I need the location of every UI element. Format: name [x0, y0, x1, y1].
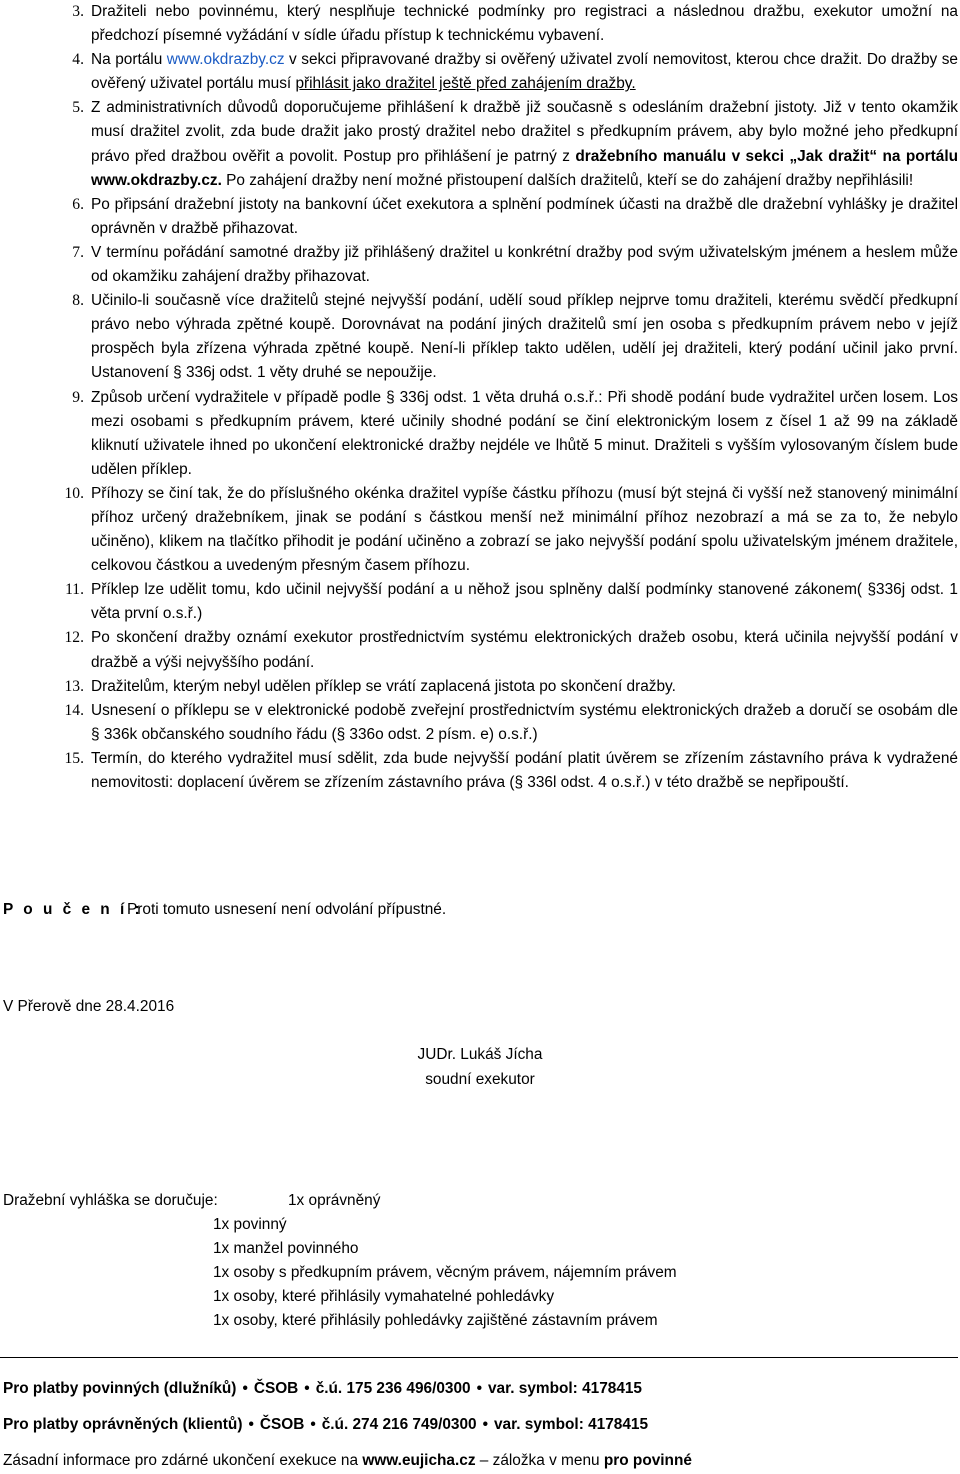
list-item-6 — [0, 193, 960, 241]
bullet-icon: • — [482, 1416, 488, 1433]
payment-label: Pro platby oprávněných (klientů) — [3, 1416, 243, 1433]
delivery-recipient: 1x manžel povinného — [213, 1240, 359, 1258]
footer-text: Zásadní informace pro zdárné ukončení exekuce na — [3, 1452, 363, 1469]
item-text: Po skončení dražby oznámí exekutor prostřednictvím systému elektronických dražeb osobu, která učinila nejvyšší podání v dražbě a výši nejvyššího podání. — [91, 629, 958, 671]
payment-line-debtors — [3, 1377, 642, 1401]
list-item-11 — [0, 578, 960, 626]
list-item-13 — [0, 675, 960, 699]
item-text: Příhozy se činí tak, že do příslušného okénka dražitel vypíše částku příhozu (musí být stejná či vyšší než stanovený minimální příhoz určený dražebníkem, jinak se podání s částkou menší než minimální příhoz nezobrazí a má se za to, že nebylo učiněno), klikem na tlačítko přihodit je podání učiněno a zobrazí se jako nejvyšší podání spolu uživatelským jménem dražitele, celkovou částkou a uvedeným přesným časem příhozu. — [91, 484, 958, 575]
delivery-recipient: 1x osoby, které přihlásily vymahatelné pohledávky — [213, 1288, 555, 1306]
delivery-recipient: 1x osoby, které přihlásily pohledávky zajištěné zástavním právem — [213, 1312, 658, 1330]
item-text: Termín, do kterého vydražitel musí sdělit, zda bude nejvyšší podání platit úvěrem se zřízením zástavního práva k vydražené nemovitosti: doplacení úvěrem se zřízením zástavního práva (§ 336l odst. 4 o.s.ř.) v této dražbě se nepřipouští. — [91, 749, 958, 791]
item-number: 5. — [72, 99, 84, 117]
list-item-10 — [0, 482, 960, 578]
item-text-bold: dražebního manuálu v sekci „Jak dražit“ na portálu www.okdrazby.cz. — [91, 147, 958, 189]
payment-line-clients — [3, 1413, 648, 1437]
footer-menu-tab: pro povinné — [603, 1452, 692, 1469]
bullet-icon: • — [242, 1380, 248, 1397]
item-text-pre: Na portálu — [91, 51, 167, 69]
payment-label: Pro platby povinných (dlužníků) — [3, 1380, 237, 1397]
item-number: 9. — [72, 388, 84, 406]
item-text-underlined: přihlásit jako dražitel ještě před zahájením dražby. — [295, 75, 636, 93]
item-number: 11. — [65, 581, 84, 599]
item-text-2: Po zahájení dražby není možné přistoupení dalších dražitelů, kteří se do zahájení dražby nepřihlásili! — [221, 171, 914, 189]
payment-bank: ČSOB — [259, 1416, 305, 1433]
item-text: Usnesení o příklepu se v elektronické podobě zveřejní prostřednictvím systému elektronických dražeb a doručí se osobám dle § 336k občanského soudního řádu (§ 336o odst. 2 písm. e) o.s.ř.) — [91, 701, 958, 743]
payment-symbol: var. symbol: 4178415 — [494, 1416, 649, 1433]
item-number: 10. — [64, 484, 84, 502]
place-date: V Přerově dne 28.4.2016 — [3, 998, 175, 1015]
list-item-9 — [0, 386, 960, 482]
item-text: Příklep lze udělit tomu, kdo učinil nejvyšší podání a u něhož jsou splněny další podmínky stanovené zákonem( §336j odst. 1 věta první o.s.ř.) — [91, 581, 958, 623]
list-item-3 — [0, 0, 960, 48]
item-text: Učinilo-li současně více dražitelů stejné nejvyšší podání, udělí soud příklep nejprve tomu dražiteli, kterému svědčí předkupní právo nebo výhrada zpětné koupě. Dorovnávat na podání jiných dražitelů smí jen osoba s předkupním právem nebo v jejíž prospěch byla zřízena výhrada zpětné koupě. Není-li příklep takto udělen, udělí jej dražiteli, který podání učinil jako první. Ustanovení § 336j odst. 1 věty druhé se nepoužije. — [91, 292, 958, 382]
item-text: Dražiteli nebo povinnému, který nesplňuje technické podmínky pro registraci a následnou dražbu, exekutor umožní na předchozí písemné vyžádání v sídle úřadu přístup k technickému vybavení. — [91, 3, 958, 45]
instruction-notice — [3, 898, 958, 922]
bullet-icon: • — [248, 1416, 254, 1433]
footer-text: – záložka v menu — [475, 1452, 604, 1469]
bullet-icon: • — [476, 1380, 482, 1397]
okdrazby-link[interactable]: www.okdrazby.cz — [166, 51, 285, 69]
item-number: 3. — [72, 3, 84, 20]
item-number: 8. — [72, 292, 84, 310]
delivery-recipient: 1x povinný — [213, 1216, 287, 1234]
item-number: 6. — [72, 195, 84, 213]
footer-website-link[interactable]: www.eujicha.cz — [362, 1452, 476, 1469]
signature-name: JUDr. Lukáš Jícha — [417, 1046, 543, 1063]
item-number: 13. — [64, 677, 84, 695]
item-text-1: Z administrativních důvodů doporučujeme přihlášení k dražbě již současně s odesláním dražební jistoty. Již v tento okamžik musí dražitel zvolit, zda bude dražit jako prostý dražitel nebo dražitel s předkupním právem, aby bylo možné jeho předkupní právo před dražbou ověřit a povolit. Postup pro přihlášení je patrný z — [91, 99, 958, 165]
divider-line — [0, 1357, 958, 1358]
list-item-8 — [0, 289, 960, 385]
list-item-15 — [0, 747, 960, 795]
item-number: 4. — [72, 51, 84, 69]
item-text: Dražitelům, kterým nebyl udělen příklep se vrátí zaplacená jistota po skončení dražby. — [91, 677, 676, 695]
payment-bank: ČSOB — [253, 1380, 299, 1397]
instruction-label: P o u č e n í : — [3, 901, 143, 918]
payment-account: č.ú. 175 236 496/0300 — [315, 1380, 471, 1397]
delivery-recipient: 1x oprávněný — [288, 1192, 381, 1209]
payment-symbol: var. symbol: 4178415 — [487, 1380, 642, 1397]
list-item-14 — [0, 699, 960, 747]
item-number: 7. — [72, 243, 84, 261]
footer-info — [3, 1449, 692, 1473]
list-item-12 — [0, 626, 960, 674]
bullet-icon: • — [310, 1416, 316, 1433]
instruction-text: Proti tomuto usnesení není odvolání přípustné. — [127, 901, 447, 918]
item-text: V termínu pořádání samotné dražby již přihlášený dražitel u konkrétní dražby pod svým uživatelským jménem a heslem může od okamžiku zahájení dražby přihazovat. — [91, 243, 958, 286]
list-item-4 — [0, 48, 960, 96]
payment-account: č.ú. 274 216 749/0300 — [321, 1416, 477, 1433]
item-number: 12. — [64, 629, 84, 647]
item-number: 15. — [64, 749, 84, 767]
item-text: Po připsání dražební jistoty na bankovní účet exekutora a splnění podmínek účasti na dražbě dle dražební vyhlášky je dražitel oprávněn v dražbě přihazovat. — [91, 195, 958, 237]
item-text-post: v sekci připravované dražby si ověřený uživatel zvolí nemovitost, kterou chce dražit. Do dražby se ověřený uživatel portálu musí — [91, 51, 958, 93]
signature-title: soudní exekutor — [425, 1071, 535, 1088]
list-item-5 — [0, 96, 960, 192]
bullet-icon: • — [304, 1380, 310, 1397]
delivery-list — [213, 1189, 677, 1334]
item-number: 14. — [64, 701, 84, 719]
list-item-7 — [0, 241, 960, 289]
delivery-recipient: 1x osoby s předkupním právem, věcným právem, nájemním právem — [213, 1264, 677, 1282]
item-text: Způsob určení vydražitele v případě podle § 336j odst. 1 věta druhá o.s.ř.: Při shodě podání bude vydražitel určen losem. Los mezi osobami s předkupním právem, které učinily shodné podání se činí elektronickým losem z čísel 1 až 99 na základě kliknutí uživatele ihned po ukončení elektronické dražby nejdéle ve lhůtě 5 minut. Dražiteli s vyšším vylosovaným číslem bude udělen příklep. — [91, 388, 958, 478]
delivery-label: Dražební vyhláška se doručuje: — [3, 1192, 218, 1209]
